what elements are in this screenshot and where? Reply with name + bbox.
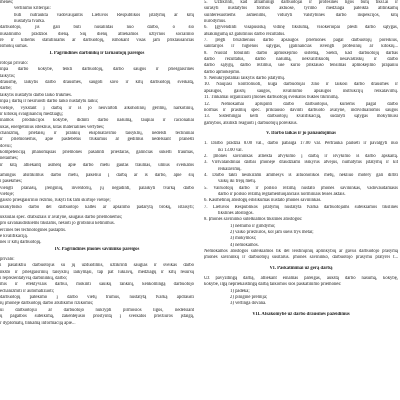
text-line: re ir kitiems statutiniams ar darbuotojų, išmokant visas jam priklausančias bbox=[0, 38, 194, 44]
text-line: nkšto ir priešgaisrinių taisyklių laikymąsi, tap pat lukiavų, medžiagų ir kitų resursų bbox=[0, 269, 194, 275]
text-line: iki 13.00 val. bbox=[218, 147, 243, 153]
text-line: drausmę, laikytis darbo drausmės, saugoti savo ir kitų darbuotojų sveikatą, bbox=[0, 80, 194, 86]
text-line: echanizmiti ir automatizuoti; bbox=[0, 288, 55, 294]
text-line: būti nutraukta vadovaujantis Lietuvos Respublikos įstatymų ar kitų bbox=[14, 12, 194, 18]
text-line: ė kvalifikaciją. bbox=[0, 234, 28, 240]
text-line: tikslinės atostogos. bbox=[218, 211, 254, 216]
text-line: reikalavimų. bbox=[218, 166, 242, 172]
text-line: 5. Vairuotojų darbo ir poilsio režimą nustato įmonės savininkas, vadovaudamasis bbox=[204, 185, 398, 191]
text-line: menės; bbox=[0, 0, 14, 5]
text-line: ūkas, energetinius išteklius, kitas materialines vertybes; bbox=[0, 124, 105, 130]
text-line: kompetenciją įmanomąsias priemones pašalinti prieštaras, galinčias sukelti traumas, bbox=[0, 149, 194, 155]
text-line: nustatyta tvarka. bbox=[14, 19, 45, 25]
text-line: 3. Viršvalandiniai darbai įmonėje draudžiami išskyrus atvejus, numatytus įstatymų ir kit bbox=[204, 160, 398, 166]
text-line: privalo: bbox=[0, 257, 15, 263]
text-line: vaikų iki trejų metų. bbox=[218, 179, 257, 185]
text-line: r dyplomatų, tinkamą informaciją apie... bbox=[0, 320, 76, 326]
text-line: ui darbuotojui ar darbuotojo nukrypti pirmosios ligos, nedelsiant bbox=[0, 307, 194, 313]
text-line: nes ir kitų darbuotojų. bbox=[0, 240, 42, 246]
text-line: apsaugos, gaisrų saugos, išvalinimo apsaugos instrukcijų reikalavimų. bbox=[204, 88, 398, 94]
text-line: pro savanaudiškiems tikslams, nešioti jo grobiniui ketinimus. bbox=[0, 221, 115, 227]
text-line: 1) nėštumo ir gimdymo; bbox=[230, 223, 276, 229]
text-line: ir kitą atliekantį asmenį apie darbo metu gautas traumas, ūmius sveikatos bbox=[0, 162, 194, 168]
text-line: 12. Nemokamai aprūpinti darbo darbuotojus, kuriems pagal darbo bbox=[204, 101, 398, 107]
text-line: Už pavyzdingą darbą, atliekant einamas pareigas, aukštą darbo našumą, kokybę, bbox=[204, 276, 398, 282]
text-line: darbo ir poilsio režimą reglamentuojančiais norminiais teisės aktais. bbox=[218, 191, 346, 197]
text-line: išmokų sumas. bbox=[0, 44, 28, 50]
text-line: inpa į darbą ir nesiruošti darbo laiko nustatytu laiku; bbox=[0, 99, 99, 105]
text-line: atsakingumą už galutinius darbo rezultatus. bbox=[204, 31, 286, 37]
text-line: inpa darbo kokybe, teikti darbuotojų, darbo saugos ir priešgaisrinės bbox=[0, 67, 194, 73]
text-line: 1) padėka; bbox=[230, 288, 250, 294]
text-line: laikytis nustatyto darbo laiko trukmės. bbox=[0, 92, 72, 98]
text-line: 3) mokymosi; bbox=[230, 236, 257, 242]
text-line: 4) nemokamos. bbox=[230, 242, 259, 248]
text-line: 5. Užtikrinti, kad atliaminigi darbuotojai ir profesinės ligos būtų tiksl.ai ir bbox=[204, 0, 398, 5]
text-line: inamos produkcijos kokybe, didinti darbo našumą, taupiai ir racionaliai bbox=[0, 118, 194, 124]
text-line: ukokybiško darbo dėl darbuotojo kaltės ar apšalimo padarytą brokų, ištaisyti; bbox=[0, 204, 194, 210]
text-line: surašyti nustatytos formos aktuose, tyrimo medžiaga pateikta atitinkamų bbox=[204, 6, 398, 12]
text-line: darbuotojų patekimo į darbo vietų trumus, nustatytą tvarką apdrausti bbox=[0, 295, 194, 301]
text-line: nurodymus. bbox=[204, 19, 227, 25]
text-line: 3) vertinga dovana. bbox=[230, 301, 267, 307]
text-line: gaisro priešgaisrinio rėžimo, rūkyti tik tam skirtoje vietoje; bbox=[0, 198, 111, 204]
text-line: i pašaliktiu darbuotojus su jų užduotimis, užtikrinti saugias ir sveikas darbo bbox=[0, 263, 194, 269]
text-line: ir kitokių svaiginančių medžiagų; bbox=[0, 111, 63, 117]
text-line: mis ir efektyviais darbui, mokinti sauikų rankinį, kenkomingą darbuotojo bbox=[0, 282, 194, 288]
text-line: 11. Tinkamai organizuoti įmonės darbuotojų sveikatos būkles tikrinimą. bbox=[204, 95, 339, 101]
text-line: viengti pranašų, įrenginių, inventorių, jų negadinti, palaikyti tvarką darbo bbox=[0, 185, 194, 191]
text-line: vietoje; bbox=[0, 191, 15, 197]
text-line: ių įmonėje darbuotojų darbo atsitikimo rizikomis; bbox=[0, 301, 94, 307]
text-line: 1. Darbo pradžia 8.00 val., darbo pabaiga 17.00 val. Pertrauka pailsėti ir pavalgyti nuo bbox=[204, 141, 398, 147]
text-line: chanizmų, prietaisų ir prankių eksploatavimo taisyklių, nedelsti techniniai bbox=[0, 130, 194, 136]
text-line: nelaimes; bbox=[0, 156, 18, 162]
text-line: darbo rezultatus, darbo našumą, nekvalifikuotų nesavaštiškų ir darbo bbox=[204, 57, 398, 63]
text-line: darbuotojo, jis gali būti nušalintas nuo darbo, o šio bbox=[0, 25, 194, 31]
text-line: kokybe, ilgą nepriekaištingą darbą taikomos šios paskatinimo priemonės: bbox=[204, 282, 342, 288]
text-line: suinteresuotiems asmenims, viduryti Valstybinės darbo inspekcijos, kitų bbox=[204, 12, 398, 18]
text-line: amingus atsitikimus darbo metu, pakeliui į darbą ar iš darbo, apie šių bbox=[0, 172, 194, 178]
right-column bbox=[204, 0, 398, 318]
text-line: 9. Nenukrypstamai laikytis darbo įstatymų. bbox=[204, 76, 285, 82]
text-line: 8. Įmonės savininko sutelkiamos tikslinės atostogos: bbox=[204, 217, 303, 223]
left-column bbox=[0, 0, 194, 327]
section-heading: VII. Atsakomybė už darbo drausmės pažeidimus bbox=[252, 311, 350, 317]
text-line: 10. Naujiasi kontroliuoti, kuga darbuotojai žino ir laikosi darbo drausmės ir bbox=[204, 82, 398, 88]
text-line: gamybos, atsilikti reaguoti į darbuotojų poreikius. bbox=[204, 120, 298, 126]
text-line: vertinimo kriterijai: bbox=[14, 6, 51, 12]
text-line: ercines bei technologines paslaptis. bbox=[0, 227, 67, 233]
text-line: įmonės savininkų ir darbuotojų susitarus. įmonės savininko, darbuotojo prašymu pratyrei t... bbox=[204, 255, 398, 261]
text-line: ų pagalbos suteikimą, žakentėjusio prostyintą į sveikatos priežiūros įstaigą, bbox=[0, 314, 194, 320]
text-line: vietoje, vykstant į darbą ir iš jo neuvartoti alkoholinių gėrimų, narkotinių, bbox=[0, 105, 194, 111]
text-line: 6. Kasmetinių atostogų eilišikumas nustato įmonės savininkas. bbox=[204, 198, 322, 204]
text-line: 7. Įregti bruzdienius darbo apsaugos priemones pagal darbuotojų poreikius, bbox=[204, 38, 398, 44]
text-line: 4. Darbo takti nesikirami ammesys iš aituonolikos metų, nekliuo motery gali dirbti bbox=[204, 172, 398, 178]
text-line: i pasekmes; bbox=[0, 179, 23, 185]
section-heading: V. Darbo laikas ir jo panaudojimas bbox=[266, 130, 336, 136]
text-line: 6. Įgyvendinti visapusišką vidinę tikslumą, visokeriopai plėsti darbo sąlygas, bbox=[204, 25, 398, 31]
text-line: normas ir prasmių spec. priklausio davinti darbuoto avalynė, individualiomis saugos bbox=[204, 107, 398, 113]
text-line: laikytis; bbox=[0, 73, 16, 79]
text-line: darbe; bbox=[0, 86, 12, 92]
text-line: darbo sąlygų, darbo režimui, use kurio priklauso tensimas apmokėjimo prapaniu bbox=[204, 63, 398, 69]
section-heading: VI. Paskatinimai už gerą darbą bbox=[269, 265, 333, 271]
text-line: 2. Įmonės savininkas atliekta atvykimo į darbą ir išvykimo iš darbo apskaitą. bbox=[204, 153, 398, 159]
section-heading: IV. Pagrindinės įmonės savininko pareigos bbox=[54, 246, 140, 252]
text-line: ukšiulas spec. drabužiais ir avalyne, saugaus darbo priemonėmis; bbox=[0, 215, 123, 220]
text-line: 8. Nuolat tobulinti darbo apmokėjimo sistemą, Siekti, kad darbuotojų darbas bbox=[204, 50, 398, 56]
text-line: 2) vaiko priežiūros, kol jam sueis trys metai; bbox=[230, 230, 314, 236]
text-line: Nemokamos atostogos suteikiamos tik dėl leistinųinių aplinkybių ar gavus darbuotojo prašymą bbox=[204, 249, 398, 255]
text-line: i reprezentatyvią darbininkų, darbo; bbox=[0, 276, 68, 282]
text-line: 13. Sistemingai kelti darbuotojų kvalifikaciją, sudaryti sąlygas mokymuisi bbox=[204, 114, 398, 120]
text-line: darbo apmokėjimo. bbox=[204, 69, 241, 75]
text-line: dovui; bbox=[0, 143, 12, 149]
text-line: rotojai privalo: bbox=[0, 61, 28, 67]
text-line: ir priemonėmis, apie pastebėtus trūkumus ar gedimus nedelsiant pranešti bbox=[0, 137, 194, 143]
section-heading: I. Pagrindinės darbinikų ir tarnautojų pareigos bbox=[49, 50, 145, 56]
text-line: nušalinimo pradžios dieną. Šių dienų atliekamos užtyrnos socialinio bbox=[0, 31, 194, 37]
text-line: sanitarijos ir higienos sąlygas, įgalinančias išvengti profesinių ar kitokių... bbox=[204, 44, 398, 50]
text-line: 2) piniginė premija; bbox=[230, 295, 268, 301]
text-line: 7. Lietuvos Respublikos įstatymų nustatyta tvarka darbuotojams suteikiamos tikslinės bbox=[204, 204, 398, 210]
